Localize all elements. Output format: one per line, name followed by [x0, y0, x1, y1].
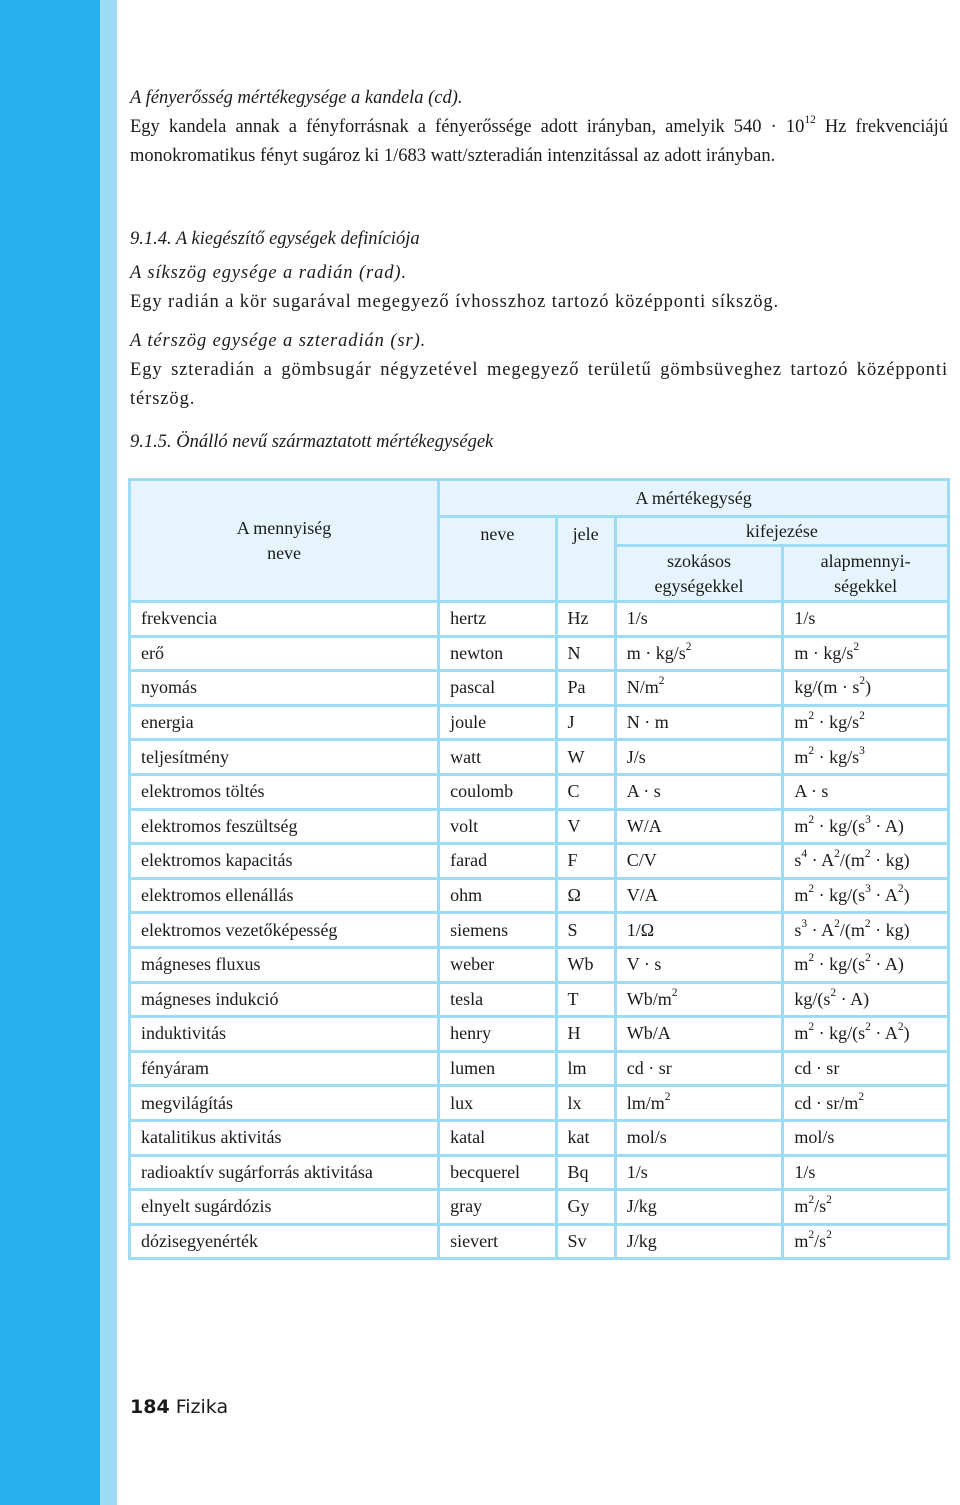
unit-name-cell: gray	[440, 1191, 557, 1226]
solid-angle-title: A térszög egysége a szteradián (sr).	[130, 331, 427, 351]
solid-angle-block	[130, 327, 948, 414]
quantity-cell: katalitikus aktivitás	[131, 1122, 440, 1157]
base-expression-cell: $m^2/s^2$	[784, 1191, 950, 1226]
unit-symbol-cell: S	[558, 914, 617, 949]
section-heading-914: 9.1.4. A kiegészítő egységek definíciója	[130, 229, 420, 249]
unit-name-cell: siemens	[440, 914, 557, 949]
base-expression-cell: $kg/(m \cdot s^2)$	[784, 672, 950, 707]
unit-symbol-cell: Ω	[558, 880, 617, 915]
unit-symbol-cell: lx	[558, 1087, 617, 1122]
base-expression-cell: cd · $sr/m^2$	[784, 1087, 950, 1122]
header-unit-name: neve	[440, 518, 557, 603]
usual-expression-cell: J/s	[617, 741, 785, 776]
quantity-cell: mágneses indukció	[131, 984, 440, 1019]
table-row	[131, 1018, 950, 1053]
usual-expression-cell: 1/s	[617, 1157, 785, 1192]
quantity-cell: dózisegyenérték	[131, 1226, 440, 1261]
unit-name-cell: tesla	[440, 984, 557, 1019]
table-row	[131, 707, 950, 742]
quantity-cell: frekvencia	[131, 603, 440, 638]
usual-expression-cell: W/A	[617, 811, 785, 846]
usual-expression-cell: C/V	[617, 845, 785, 880]
base-expression-cell: $s^4 \cdot A^2/(m^2 \cdot kg)$	[784, 845, 950, 880]
quantity-cell: elektromos kapacitás	[131, 845, 440, 880]
base-expression-cell: $s^3 \cdot A^2/(m^2 \cdot kg)$	[784, 914, 950, 949]
table-row	[131, 776, 950, 811]
unit-name-cell: coulomb	[440, 776, 557, 811]
quantity-cell: fényáram	[131, 1053, 440, 1088]
usual-expression-cell: V · s	[617, 949, 785, 984]
header-expression: kifejezése	[617, 518, 950, 547]
base-expression-cell: mol/s	[784, 1122, 950, 1157]
unit-name-cell: becquerel	[440, 1157, 557, 1192]
quantity-cell: elektromos vezetőképesség	[131, 914, 440, 949]
usual-expression-cell: N · m	[617, 707, 785, 742]
base-expression-cell: cd · sr	[784, 1053, 950, 1088]
unit-symbol-cell: Pa	[558, 672, 617, 707]
base-expression-cell: $m^2 \cdot kg/(s^3 \cdot A^2)$	[784, 880, 950, 915]
unit-symbol-cell: Wb	[558, 949, 617, 984]
unit-symbol-cell: Gy	[558, 1191, 617, 1226]
plane-angle-block	[130, 259, 948, 317]
unit-name-cell: volt	[440, 811, 557, 846]
quantity-cell: energia	[131, 707, 440, 742]
base-expression-cell: 1/s	[784, 1157, 950, 1192]
sidebar-band-light	[100, 0, 117, 1505]
plane-angle-title: A síkszög egysége a radián (rad).	[130, 263, 408, 283]
usual-expression-cell: $Wb/m^2$	[617, 984, 785, 1019]
table-row	[131, 984, 950, 1019]
header-quantity: A mennyiség neve	[131, 481, 440, 603]
unit-symbol-cell: C	[558, 776, 617, 811]
base-expression-cell: A · s	[784, 776, 950, 811]
usual-expression-cell: 1/s	[617, 603, 785, 638]
unit-symbol-cell: W	[558, 741, 617, 776]
unit-name-cell: ohm	[440, 880, 557, 915]
quantity-cell: erő	[131, 638, 440, 673]
luminous-intensity-text: Egy kandela annak a fényforrásnak a fényerőssége adott irányban, amelyik $540 \cdot 10^{12}$ Hz frekvenciájú monokromatikus fényt sugároz ki 1/683 watt/szteradián intenzitással az adott irányban.	[130, 113, 948, 166]
usual-expression-cell: cd · sr	[617, 1053, 785, 1088]
page-footer	[130, 1396, 228, 1418]
base-expression-cell: $m \cdot kg/s^2$	[784, 638, 950, 673]
base-expression-cell: $m^2/s^2$	[784, 1226, 950, 1261]
sidebar-band-dark	[0, 0, 100, 1505]
unit-name-cell: hertz	[440, 603, 557, 638]
unit-name-cell: sievert	[440, 1226, 557, 1261]
usual-expression-cell: J/kg	[617, 1226, 785, 1261]
solid-angle-text: Egy szteradián a gömbsugár négyzetével megegyező területű gömbsüveghez tartozó középponti térszög.	[130, 360, 948, 409]
table-row	[131, 638, 950, 673]
quantity-cell: elektromos feszültség	[131, 811, 440, 846]
table-row	[131, 672, 950, 707]
unit-symbol-cell: J	[558, 707, 617, 742]
table-row	[131, 914, 950, 949]
unit-name-cell: weber	[440, 949, 557, 984]
table-row	[131, 811, 950, 846]
section-heading-915: 9.1.5. Önálló nevű származtatott mértékegységek	[130, 432, 494, 452]
base-expression-cell: $m^2 \cdot kg/(s^2 \cdot A^2)$	[784, 1018, 950, 1053]
quantity-cell: radioaktív sugárforrás aktivitása	[131, 1157, 440, 1192]
derived-units-table	[128, 478, 950, 1260]
unit-symbol-cell: V	[558, 811, 617, 846]
unit-symbol-cell: T	[558, 984, 617, 1019]
usual-expression-cell: 1/Ω	[617, 914, 785, 949]
table-row	[131, 949, 950, 984]
book-title: Fizika	[175, 1396, 229, 1418]
quantity-cell: induktivitás	[131, 1018, 440, 1053]
usual-expression-cell: Wb/A	[617, 1018, 785, 1053]
quantity-cell: mágneses fluxus	[131, 949, 440, 984]
unit-symbol-cell: Sv	[558, 1226, 617, 1261]
table-row	[131, 880, 950, 915]
unit-symbol-cell: Hz	[558, 603, 617, 638]
luminous-intensity-block	[130, 84, 948, 171]
table-row	[131, 741, 950, 776]
table-row	[131, 845, 950, 880]
usual-expression-cell: A · s	[617, 776, 785, 811]
usual-expression-cell: $m \cdot kg/s^2$	[617, 638, 785, 673]
usual-expression-cell: mol/s	[617, 1122, 785, 1157]
header-unit-symbol: jele	[558, 518, 617, 603]
unit-symbol-cell: Bq	[558, 1157, 617, 1192]
table-row	[131, 1122, 950, 1157]
header-unit: A mértékegység	[440, 481, 950, 518]
base-expression-cell: $m^2 \cdot kg/(s^3 \cdot A)$	[784, 811, 950, 846]
table-row	[131, 1053, 950, 1088]
plane-angle-text: Egy radián a kör sugarával megegyező ívhosszhoz tartozó középponti síkszög.	[130, 292, 780, 312]
unit-name-cell: pascal	[440, 672, 557, 707]
unit-symbol-cell: kat	[558, 1122, 617, 1157]
base-expression-cell: $m^2 \cdot kg/(s^2 \cdot A)$	[784, 949, 950, 984]
unit-symbol-cell: N	[558, 638, 617, 673]
unit-name-cell: katal	[440, 1122, 557, 1157]
quantity-cell: teljesítmény	[131, 741, 440, 776]
page-number: 184	[130, 1396, 170, 1418]
quantity-cell: nyomás	[131, 672, 440, 707]
base-expression-cell: $kg/(s^2 \cdot A)$	[784, 984, 950, 1019]
unit-name-cell: watt	[440, 741, 557, 776]
table-row	[131, 1157, 950, 1192]
unit-name-cell: newton	[440, 638, 557, 673]
usual-expression-cell: $N/m^2$	[617, 672, 785, 707]
quantity-cell: elektromos töltés	[131, 776, 440, 811]
header-usual-units: szokásos egységekkel	[617, 547, 785, 603]
unit-name-cell: lumen	[440, 1053, 557, 1088]
unit-name-cell: lux	[440, 1087, 557, 1122]
table-row	[131, 603, 950, 638]
base-expression-cell: 1/s	[784, 603, 950, 638]
unit-name-cell: farad	[440, 845, 557, 880]
usual-expression-cell: V/A	[617, 880, 785, 915]
table-row	[131, 1191, 950, 1226]
base-expression-cell: $m^2 \cdot kg/s^3$	[784, 741, 950, 776]
unit-symbol-cell: H	[558, 1018, 617, 1053]
unit-symbol-cell: lm	[558, 1053, 617, 1088]
base-expression-cell: $m^2 \cdot kg/s^2$	[784, 707, 950, 742]
unit-symbol-cell: F	[558, 845, 617, 880]
quantity-cell: megvilágítás	[131, 1087, 440, 1122]
header-base-units: alapmennyi- ségekkel	[784, 547, 950, 603]
table-row	[131, 1087, 950, 1122]
usual-expression-cell: $lm/m^2$	[617, 1087, 785, 1122]
table-row	[131, 1226, 950, 1261]
luminous-intensity-title: A fényerősség mértékegysége a kandela (cd).	[130, 88, 463, 108]
table-body	[131, 603, 950, 1260]
unit-name-cell: joule	[440, 707, 557, 742]
usual-expression-cell: J/kg	[617, 1191, 785, 1226]
quantity-cell: elnyelt sugárdózis	[131, 1191, 440, 1226]
quantity-cell: elektromos ellenállás	[131, 880, 440, 915]
unit-name-cell: henry	[440, 1018, 557, 1053]
